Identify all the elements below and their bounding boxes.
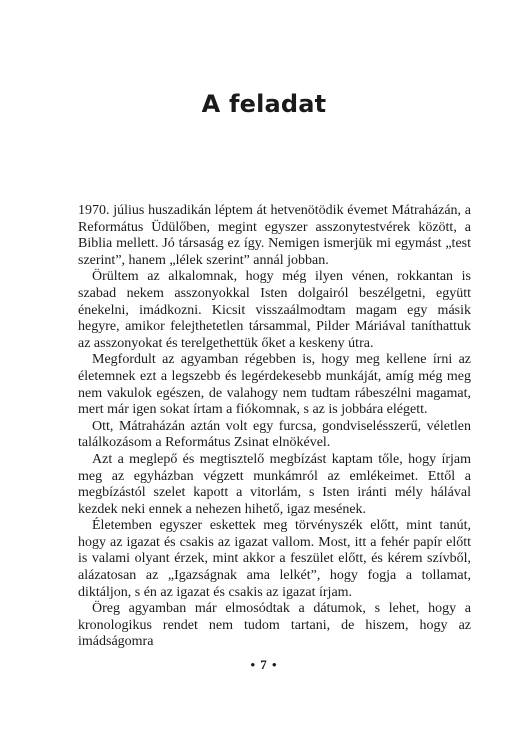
paragraph-7: Öreg agyamban már elmosódtak a dátumok, s lehet, hogy a kronologikus rendet nem tudom tartani, de hiszem, hogy az imádságomra xyxy=(78,601,471,650)
paragraph-5: Azt a meglepő és megtisztelő megbízást kaptam tőle, hogy írjam meg az egyházban végzett munkámról az emlékeimet. Ettől a megbízástól szelet kapott a vitorlám, s Isten iránti mély hálával kezdek neki ennek a nehezen hihető, igaz mesének. xyxy=(78,451,471,517)
paragraph-6: Életemben egyszer eskettek meg törvényszék előtt, mint tanút, hogy az igazat és csakis az igazat vallom. Most, itt a fehér papír előtt is valami olyant érzek, mint akkor a feszület előtt, és kérem szívből, alázatosan az „Igazságnak ama lelkét”, hogy fogja a tollamat, diktáljon, s én az igazat és csakis az igazat írjam. xyxy=(78,518,471,600)
page-number: • 7 • xyxy=(250,657,278,672)
chapter-title: A feladat xyxy=(201,90,327,118)
paragraph-1: 1970. július huszadikán léptem át hetvenötödik évemet Mátraházán, a Református Üdülőben, megint egyszer asszonytestvérek között, a Biblia mellett. Jó társaság ez így. Nemigen ismerjük mi egymást „test szerint”, hanem „lélek szerint” annál jobban. xyxy=(78,203,471,268)
paragraph-4: Ott, Mátraházán aztán volt egy furcsa, gondviselésszerű, véletlen találkozásom a Református Zsinat elnökével. xyxy=(78,418,471,451)
paragraph-3: Megfordult az agyamban régebben is, hogy meg kellene írni az életemnek ezt a legszebb és legérdekesebb munkáját, amíg még meg nem vakulok egészen, de valahogy nem tudtam rábeszélni magamat, mert már igen sokat írtam a fiókomnak, s az is jobbára elégett. xyxy=(78,352,471,418)
body-text xyxy=(78,203,471,651)
paragraph-2: Örültem az alkalomnak, hogy még ilyen vénen, rokkantan is szabad nekem asszonyokkal Isten dolgairól beszélgetni, együtt énekelni, imádkozni. Kicsit visszaálmodtam magam egy másik hegyre, amikor felejthetetlen társammal, Pilder Máriával taníthattuk az asszonyokat és terelgethettük őket a keskeny útra. xyxy=(78,269,471,351)
